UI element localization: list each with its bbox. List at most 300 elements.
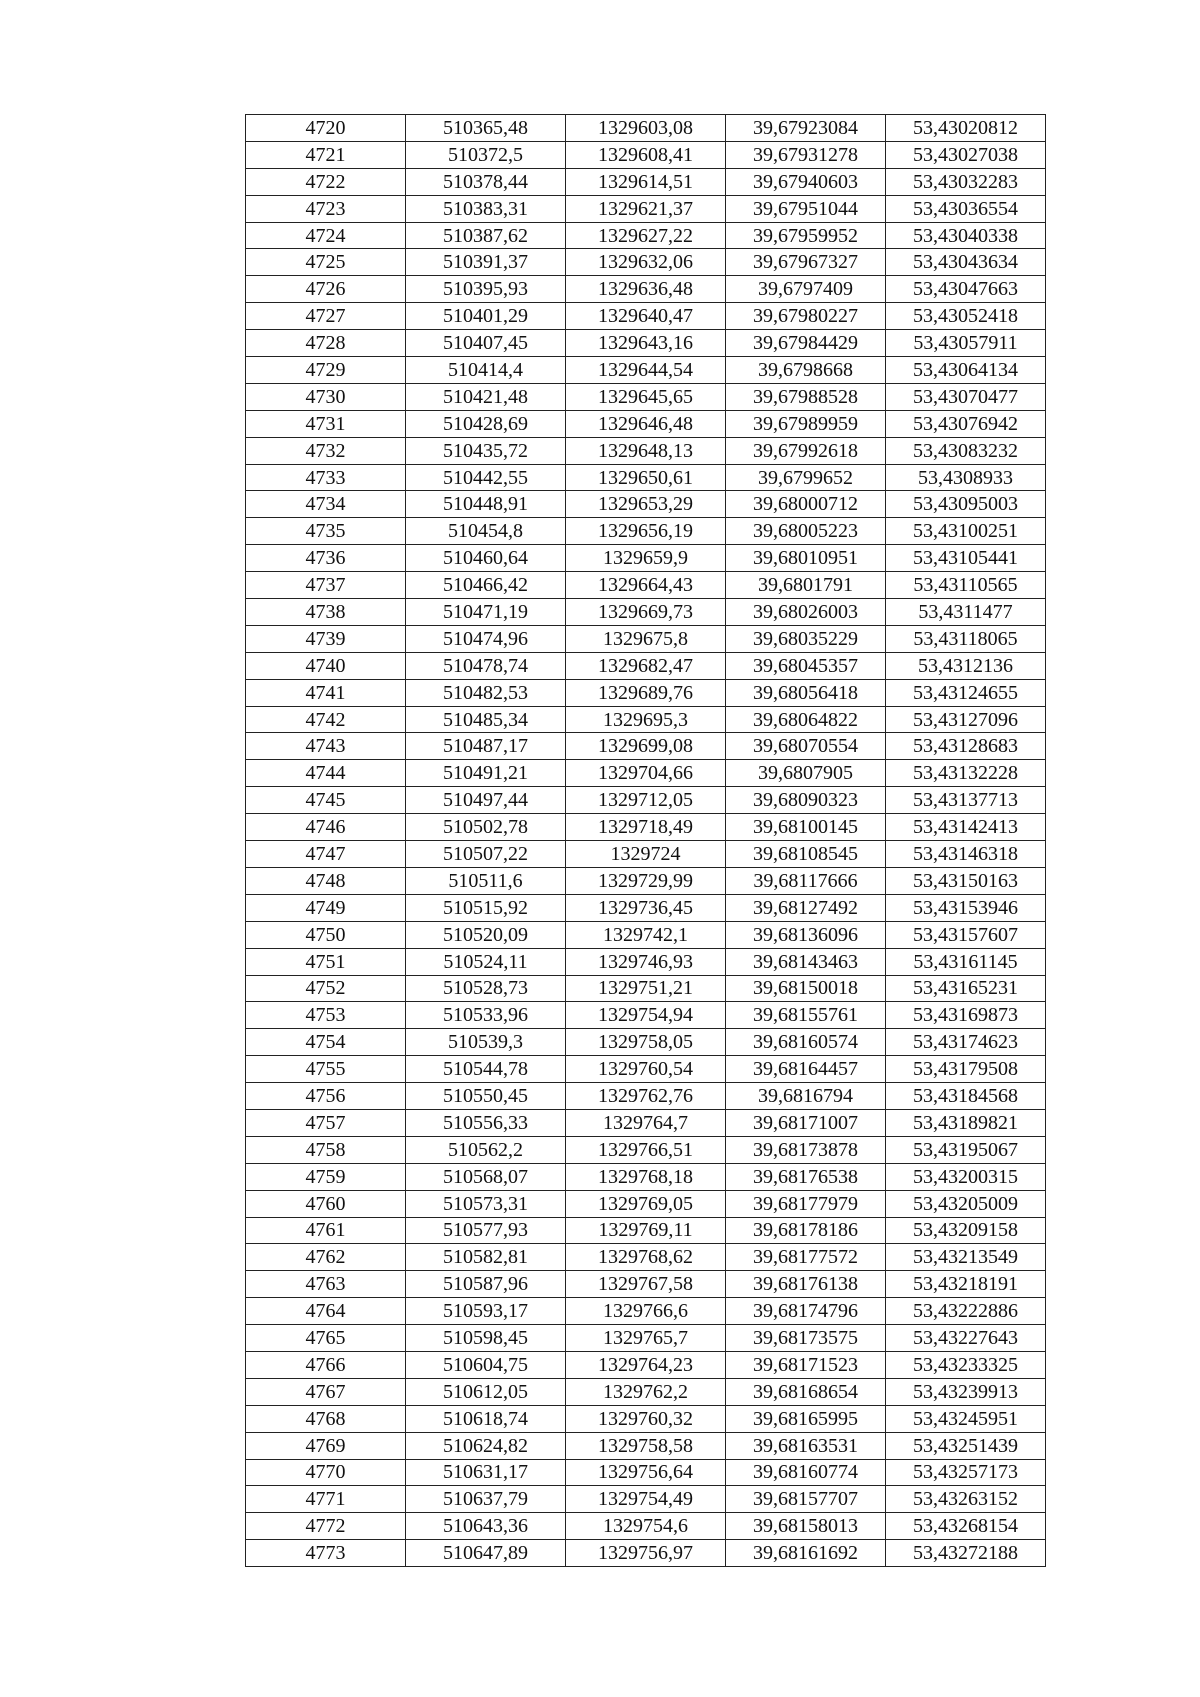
longitude-cell: 53,43118065: [886, 625, 1046, 652]
y-coordinate-cell: 1329751,21: [566, 975, 726, 1002]
longitude-cell: 53,43032283: [886, 168, 1046, 195]
coordinates-table: [245, 114, 1046, 1567]
table-row: [246, 679, 1046, 706]
x-coordinate-cell: 510383,31: [406, 195, 566, 222]
y-coordinate-cell: 1329712,05: [566, 787, 726, 814]
latitude-cell: 39,68150018: [726, 975, 886, 1002]
longitude-cell: 53,43245951: [886, 1405, 1046, 1432]
point-number-cell: 4729: [246, 357, 406, 384]
table-row: [246, 787, 1046, 814]
longitude-cell: 53,43233325: [886, 1351, 1046, 1378]
point-number-cell: 4734: [246, 491, 406, 518]
table-row: [246, 1378, 1046, 1405]
y-coordinate-cell: 1329765,7: [566, 1325, 726, 1352]
table-row: [246, 814, 1046, 841]
x-coordinate-cell: 510448,91: [406, 491, 566, 518]
point-number-cell: 4726: [246, 276, 406, 303]
point-number-cell: 4751: [246, 948, 406, 975]
y-coordinate-cell: 1329729,99: [566, 867, 726, 894]
latitude-cell: 39,67967327: [726, 249, 886, 276]
x-coordinate-cell: 510631,17: [406, 1459, 566, 1486]
latitude-cell: 39,67988528: [726, 383, 886, 410]
point-number-cell: 4720: [246, 115, 406, 142]
latitude-cell: 39,68005223: [726, 518, 886, 545]
longitude-cell: 53,43239913: [886, 1378, 1046, 1405]
longitude-cell: 53,43169873: [886, 1002, 1046, 1029]
table-row: [246, 383, 1046, 410]
table-row: [246, 1029, 1046, 1056]
point-number-cell: 4739: [246, 625, 406, 652]
x-coordinate-cell: 510507,22: [406, 841, 566, 868]
y-coordinate-cell: 1329675,8: [566, 625, 726, 652]
x-coordinate-cell: 510524,11: [406, 948, 566, 975]
latitude-cell: 39,68127492: [726, 894, 886, 921]
longitude-cell: 53,43070477: [886, 383, 1046, 410]
longitude-cell: 53,43257173: [886, 1459, 1046, 1486]
longitude-cell: 53,43209158: [886, 1217, 1046, 1244]
point-number-cell: 4743: [246, 733, 406, 760]
point-number-cell: 4765: [246, 1325, 406, 1352]
y-coordinate-cell: 1329754,49: [566, 1486, 726, 1513]
y-coordinate-cell: 1329682,47: [566, 652, 726, 679]
table-row: [246, 491, 1046, 518]
point-number-cell: 4750: [246, 921, 406, 948]
y-coordinate-cell: 1329645,65: [566, 383, 726, 410]
table-row: [246, 141, 1046, 168]
x-coordinate-cell: 510556,33: [406, 1109, 566, 1136]
point-number-cell: 4728: [246, 330, 406, 357]
table-row: [246, 330, 1046, 357]
x-coordinate-cell: 510491,21: [406, 760, 566, 787]
table-row: [246, 1513, 1046, 1540]
y-coordinate-cell: 1329704,66: [566, 760, 726, 787]
x-coordinate-cell: 510502,78: [406, 814, 566, 841]
y-coordinate-cell: 1329646,48: [566, 410, 726, 437]
x-coordinate-cell: 510624,82: [406, 1432, 566, 1459]
point-number-cell: 4744: [246, 760, 406, 787]
x-coordinate-cell: 510587,96: [406, 1271, 566, 1298]
table-row: [246, 894, 1046, 921]
point-number-cell: 4740: [246, 652, 406, 679]
point-number-cell: 4755: [246, 1056, 406, 1083]
y-coordinate-cell: 1329669,73: [566, 599, 726, 626]
latitude-cell: 39,68161692: [726, 1540, 886, 1567]
y-coordinate-cell: 1329636,48: [566, 276, 726, 303]
latitude-cell: 39,67923084: [726, 115, 886, 142]
point-number-cell: 4737: [246, 572, 406, 599]
table-row: [246, 1325, 1046, 1352]
table-row: [246, 599, 1046, 626]
point-number-cell: 4771: [246, 1486, 406, 1513]
point-number-cell: 4736: [246, 545, 406, 572]
x-coordinate-cell: 510544,78: [406, 1056, 566, 1083]
longitude-cell: 53,43222886: [886, 1298, 1046, 1325]
longitude-cell: 53,43263152: [886, 1486, 1046, 1513]
table-row: [246, 841, 1046, 868]
x-coordinate-cell: 510482,53: [406, 679, 566, 706]
y-coordinate-cell: 1329699,08: [566, 733, 726, 760]
x-coordinate-cell: 510604,75: [406, 1351, 566, 1378]
y-coordinate-cell: 1329656,19: [566, 518, 726, 545]
point-number-cell: 4733: [246, 464, 406, 491]
longitude-cell: 53,43213549: [886, 1244, 1046, 1271]
latitude-cell: 39,68164457: [726, 1056, 886, 1083]
latitude-cell: 39,68100145: [726, 814, 886, 841]
table-row: [246, 249, 1046, 276]
y-coordinate-cell: 1329768,18: [566, 1163, 726, 1190]
table-row: [246, 1540, 1046, 1567]
longitude-cell: 53,43184568: [886, 1083, 1046, 1110]
table-row: [246, 276, 1046, 303]
table-row: [246, 975, 1046, 1002]
y-coordinate-cell: 1329632,06: [566, 249, 726, 276]
longitude-cell: 53,43095003: [886, 491, 1046, 518]
x-coordinate-cell: 510442,55: [406, 464, 566, 491]
latitude-cell: 39,68117666: [726, 867, 886, 894]
latitude-cell: 39,68174796: [726, 1298, 886, 1325]
y-coordinate-cell: 1329736,45: [566, 894, 726, 921]
latitude-cell: 39,68176138: [726, 1271, 886, 1298]
longitude-cell: 53,43100251: [886, 518, 1046, 545]
latitude-cell: 39,68035229: [726, 625, 886, 652]
x-coordinate-cell: 510533,96: [406, 1002, 566, 1029]
point-number-cell: 4760: [246, 1190, 406, 1217]
table-row: [246, 115, 1046, 142]
longitude-cell: 53,43128683: [886, 733, 1046, 760]
x-coordinate-cell: 510618,74: [406, 1405, 566, 1432]
y-coordinate-cell: 1329762,76: [566, 1083, 726, 1110]
longitude-cell: 53,43205009: [886, 1190, 1046, 1217]
table-row: [246, 921, 1046, 948]
y-coordinate-cell: 1329768,62: [566, 1244, 726, 1271]
y-coordinate-cell: 1329758,58: [566, 1432, 726, 1459]
point-number-cell: 4754: [246, 1029, 406, 1056]
x-coordinate-cell: 510414,4: [406, 357, 566, 384]
x-coordinate-cell: 510395,93: [406, 276, 566, 303]
longitude-cell: 53,43227643: [886, 1325, 1046, 1352]
point-number-cell: 4757: [246, 1109, 406, 1136]
latitude-cell: 39,67992618: [726, 437, 886, 464]
x-coordinate-cell: 510421,48: [406, 383, 566, 410]
x-coordinate-cell: 510460,64: [406, 545, 566, 572]
x-coordinate-cell: 510539,3: [406, 1029, 566, 1056]
x-coordinate-cell: 510378,44: [406, 168, 566, 195]
x-coordinate-cell: 510550,45: [406, 1083, 566, 1110]
longitude-cell: 53,4308933: [886, 464, 1046, 491]
table-row: [246, 1190, 1046, 1217]
y-coordinate-cell: 1329648,13: [566, 437, 726, 464]
point-number-cell: 4770: [246, 1459, 406, 1486]
point-number-cell: 4741: [246, 679, 406, 706]
y-coordinate-cell: 1329746,93: [566, 948, 726, 975]
point-number-cell: 4752: [246, 975, 406, 1002]
x-coordinate-cell: 510471,19: [406, 599, 566, 626]
x-coordinate-cell: 510487,17: [406, 733, 566, 760]
latitude-cell: 39,68160574: [726, 1029, 886, 1056]
y-coordinate-cell: 1329650,61: [566, 464, 726, 491]
latitude-cell: 39,68157707: [726, 1486, 886, 1513]
table-row: [246, 357, 1046, 384]
x-coordinate-cell: 510577,93: [406, 1217, 566, 1244]
x-coordinate-cell: 510435,72: [406, 437, 566, 464]
y-coordinate-cell: 1329764,23: [566, 1351, 726, 1378]
latitude-cell: 39,68108545: [726, 841, 886, 868]
table-row: [246, 1002, 1046, 1029]
latitude-cell: 39,67984429: [726, 330, 886, 357]
table-row: [246, 652, 1046, 679]
longitude-cell: 53,43146318: [886, 841, 1046, 868]
longitude-cell: 53,43076942: [886, 410, 1046, 437]
table-row: [246, 1163, 1046, 1190]
longitude-cell: 53,43036554: [886, 195, 1046, 222]
x-coordinate-cell: 510643,36: [406, 1513, 566, 1540]
longitude-cell: 53,43132228: [886, 760, 1046, 787]
table-row: [246, 1405, 1046, 1432]
point-number-cell: 4758: [246, 1136, 406, 1163]
point-number-cell: 4763: [246, 1271, 406, 1298]
y-coordinate-cell: 1329766,6: [566, 1298, 726, 1325]
latitude-cell: 39,68173878: [726, 1136, 886, 1163]
latitude-cell: 39,68171523: [726, 1351, 886, 1378]
latitude-cell: 39,68177979: [726, 1190, 886, 1217]
latitude-cell: 39,67931278: [726, 141, 886, 168]
point-number-cell: 4742: [246, 706, 406, 733]
latitude-cell: 39,68168654: [726, 1378, 886, 1405]
y-coordinate-cell: 1329664,43: [566, 572, 726, 599]
latitude-cell: 39,68045357: [726, 652, 886, 679]
point-number-cell: 4748: [246, 867, 406, 894]
y-coordinate-cell: 1329653,29: [566, 491, 726, 518]
y-coordinate-cell: 1329754,6: [566, 1513, 726, 1540]
y-coordinate-cell: 1329760,32: [566, 1405, 726, 1432]
x-coordinate-cell: 510365,48: [406, 115, 566, 142]
longitude-cell: 53,43195067: [886, 1136, 1046, 1163]
longitude-cell: 53,4311477: [886, 599, 1046, 626]
y-coordinate-cell: 1329627,22: [566, 222, 726, 249]
longitude-cell: 53,43027038: [886, 141, 1046, 168]
x-coordinate-cell: 510478,74: [406, 652, 566, 679]
x-coordinate-cell: 510573,31: [406, 1190, 566, 1217]
longitude-cell: 53,43179508: [886, 1056, 1046, 1083]
longitude-cell: 53,43174623: [886, 1029, 1046, 1056]
latitude-cell: 39,68070554: [726, 733, 886, 760]
latitude-cell: 39,6816794: [726, 1083, 886, 1110]
point-number-cell: 4769: [246, 1432, 406, 1459]
x-coordinate-cell: 510598,45: [406, 1325, 566, 1352]
x-coordinate-cell: 510528,73: [406, 975, 566, 1002]
point-number-cell: 4764: [246, 1298, 406, 1325]
point-number-cell: 4759: [246, 1163, 406, 1190]
latitude-cell: 39,68165995: [726, 1405, 886, 1432]
longitude-cell: 53,43251439: [886, 1432, 1046, 1459]
longitude-cell: 53,43268154: [886, 1513, 1046, 1540]
table-row: [246, 1136, 1046, 1163]
table-row: [246, 195, 1046, 222]
y-coordinate-cell: 1329718,49: [566, 814, 726, 841]
table-row: [246, 168, 1046, 195]
y-coordinate-cell: 1329769,11: [566, 1217, 726, 1244]
x-coordinate-cell: 510454,8: [406, 518, 566, 545]
latitude-cell: 39,68000712: [726, 491, 886, 518]
x-coordinate-cell: 510401,29: [406, 303, 566, 330]
table-row: [246, 222, 1046, 249]
point-number-cell: 4756: [246, 1083, 406, 1110]
x-coordinate-cell: 510485,34: [406, 706, 566, 733]
x-coordinate-cell: 510511,6: [406, 867, 566, 894]
point-number-cell: 4724: [246, 222, 406, 249]
table-row: [246, 1486, 1046, 1513]
latitude-cell: 39,6807905: [726, 760, 886, 787]
y-coordinate-cell: 1329659,9: [566, 545, 726, 572]
table-row: [246, 437, 1046, 464]
latitude-cell: 39,67959952: [726, 222, 886, 249]
x-coordinate-cell: 510562,2: [406, 1136, 566, 1163]
x-coordinate-cell: 510515,92: [406, 894, 566, 921]
y-coordinate-cell: 1329767,58: [566, 1271, 726, 1298]
y-coordinate-cell: 1329769,05: [566, 1190, 726, 1217]
point-number-cell: 4738: [246, 599, 406, 626]
longitude-cell: 53,43272188: [886, 1540, 1046, 1567]
longitude-cell: 53,43043634: [886, 249, 1046, 276]
y-coordinate-cell: 1329689,76: [566, 679, 726, 706]
latitude-cell: 39,67989959: [726, 410, 886, 437]
longitude-cell: 53,43137713: [886, 787, 1046, 814]
point-number-cell: 4746: [246, 814, 406, 841]
latitude-cell: 39,68163531: [726, 1432, 886, 1459]
y-coordinate-cell: 1329643,16: [566, 330, 726, 357]
y-coordinate-cell: 1329760,54: [566, 1056, 726, 1083]
point-number-cell: 4721: [246, 141, 406, 168]
longitude-cell: 53,4312136: [886, 652, 1046, 679]
x-coordinate-cell: 510647,89: [406, 1540, 566, 1567]
y-coordinate-cell: 1329766,51: [566, 1136, 726, 1163]
point-number-cell: 4722: [246, 168, 406, 195]
y-coordinate-cell: 1329614,51: [566, 168, 726, 195]
longitude-cell: 53,43127096: [886, 706, 1046, 733]
y-coordinate-cell: 1329754,94: [566, 1002, 726, 1029]
y-coordinate-cell: 1329756,97: [566, 1540, 726, 1567]
latitude-cell: 39,67980227: [726, 303, 886, 330]
longitude-cell: 53,43064134: [886, 357, 1046, 384]
y-coordinate-cell: 1329603,08: [566, 115, 726, 142]
point-number-cell: 4753: [246, 1002, 406, 1029]
point-number-cell: 4725: [246, 249, 406, 276]
latitude-cell: 39,68158013: [726, 1513, 886, 1540]
latitude-cell: 39,68010951: [726, 545, 886, 572]
table-row: [246, 1109, 1046, 1136]
longitude-cell: 53,43165231: [886, 975, 1046, 1002]
y-coordinate-cell: 1329608,41: [566, 141, 726, 168]
longitude-cell: 53,43047663: [886, 276, 1046, 303]
latitude-cell: 39,6798668: [726, 357, 886, 384]
point-number-cell: 4723: [246, 195, 406, 222]
longitude-cell: 53,43153946: [886, 894, 1046, 921]
latitude-cell: 39,68090323: [726, 787, 886, 814]
longitude-cell: 53,43083232: [886, 437, 1046, 464]
longitude-cell: 53,43218191: [886, 1271, 1046, 1298]
y-coordinate-cell: 1329724: [566, 841, 726, 868]
table-row: [246, 867, 1046, 894]
x-coordinate-cell: 510582,81: [406, 1244, 566, 1271]
point-number-cell: 4749: [246, 894, 406, 921]
y-coordinate-cell: 1329695,3: [566, 706, 726, 733]
x-coordinate-cell: 510466,42: [406, 572, 566, 599]
longitude-cell: 53,43110565: [886, 572, 1046, 599]
y-coordinate-cell: 1329621,37: [566, 195, 726, 222]
table-row: [246, 410, 1046, 437]
x-coordinate-cell: 510497,44: [406, 787, 566, 814]
y-coordinate-cell: 1329758,05: [566, 1029, 726, 1056]
point-number-cell: 4772: [246, 1513, 406, 1540]
table-row: [246, 625, 1046, 652]
point-number-cell: 4761: [246, 1217, 406, 1244]
x-coordinate-cell: 510593,17: [406, 1298, 566, 1325]
longitude-cell: 53,43052418: [886, 303, 1046, 330]
point-number-cell: 4762: [246, 1244, 406, 1271]
latitude-cell: 39,6801791: [726, 572, 886, 599]
y-coordinate-cell: 1329764,7: [566, 1109, 726, 1136]
latitude-cell: 39,68160774: [726, 1459, 886, 1486]
y-coordinate-cell: 1329756,64: [566, 1459, 726, 1486]
longitude-cell: 53,43161145: [886, 948, 1046, 975]
table-row: [246, 1298, 1046, 1325]
table-row: [246, 1271, 1046, 1298]
latitude-cell: 39,6797409: [726, 276, 886, 303]
point-number-cell: 4732: [246, 437, 406, 464]
table-row: [246, 545, 1046, 572]
latitude-cell: 39,68171007: [726, 1109, 886, 1136]
table-row: [246, 1459, 1046, 1486]
table-row: [246, 1217, 1046, 1244]
x-coordinate-cell: 510407,45: [406, 330, 566, 357]
latitude-cell: 39,68143463: [726, 948, 886, 975]
point-number-cell: 4735: [246, 518, 406, 545]
point-number-cell: 4766: [246, 1351, 406, 1378]
y-coordinate-cell: 1329762,2: [566, 1378, 726, 1405]
table-row: [246, 1244, 1046, 1271]
latitude-cell: 39,68178186: [726, 1217, 886, 1244]
x-coordinate-cell: 510568,07: [406, 1163, 566, 1190]
table-row: [246, 760, 1046, 787]
coordinates-table-body: [246, 115, 1046, 1567]
point-number-cell: 4773: [246, 1540, 406, 1567]
table-row: [246, 1083, 1046, 1110]
x-coordinate-cell: 510612,05: [406, 1378, 566, 1405]
latitude-cell: 39,68064822: [726, 706, 886, 733]
table-row: [246, 1432, 1046, 1459]
table-row: [246, 948, 1046, 975]
table-row: [246, 1351, 1046, 1378]
table-row: [246, 303, 1046, 330]
latitude-cell: 39,68136096: [726, 921, 886, 948]
latitude-cell: 39,68056418: [726, 679, 886, 706]
point-number-cell: 4767: [246, 1378, 406, 1405]
longitude-cell: 53,43142413: [886, 814, 1046, 841]
x-coordinate-cell: 510391,37: [406, 249, 566, 276]
x-coordinate-cell: 510372,5: [406, 141, 566, 168]
longitude-cell: 53,43040338: [886, 222, 1046, 249]
table-row: [246, 1056, 1046, 1083]
latitude-cell: 39,68176538: [726, 1163, 886, 1190]
point-number-cell: 4727: [246, 303, 406, 330]
latitude-cell: 39,67951044: [726, 195, 886, 222]
x-coordinate-cell: 510428,69: [406, 410, 566, 437]
x-coordinate-cell: 510520,09: [406, 921, 566, 948]
x-coordinate-cell: 510474,96: [406, 625, 566, 652]
y-coordinate-cell: 1329742,1: [566, 921, 726, 948]
x-coordinate-cell: 510637,79: [406, 1486, 566, 1513]
table-row: [246, 518, 1046, 545]
